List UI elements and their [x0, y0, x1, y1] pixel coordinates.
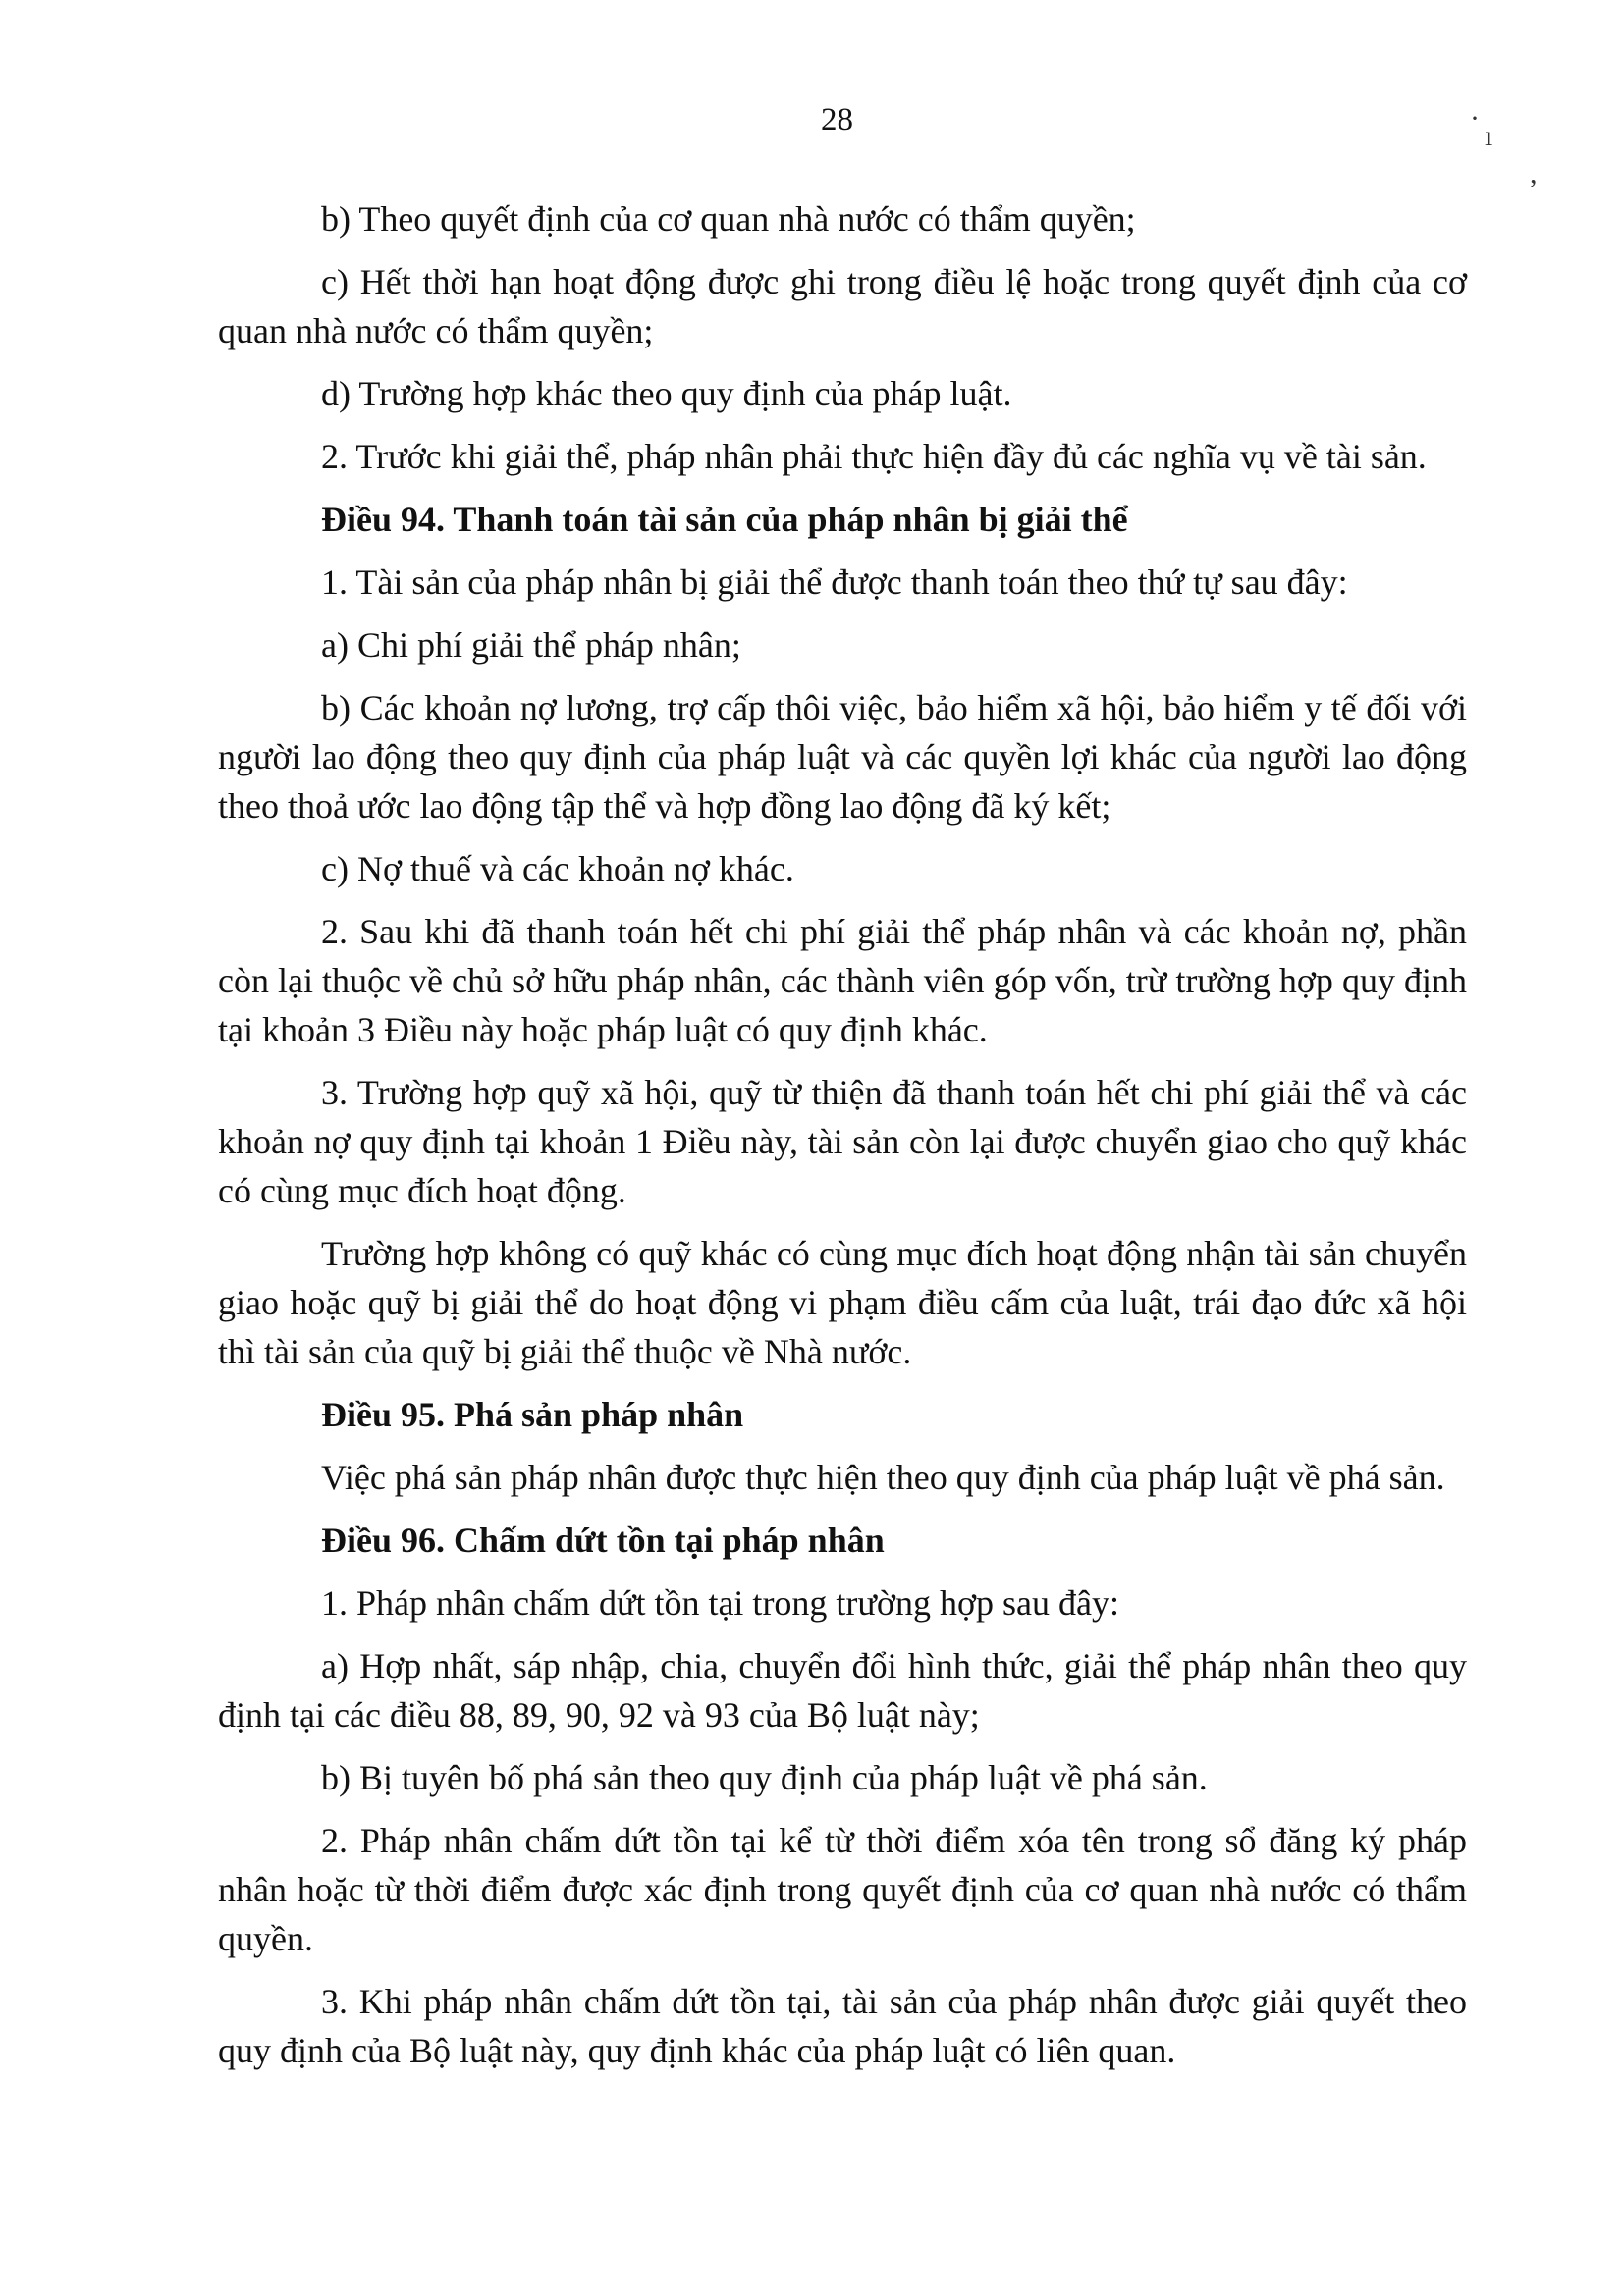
paragraph: 3. Trường hợp quỹ xã hội, quỹ từ thiện đã thanh toán hết chi phí giải thể và các khoản nợ quy định tại khoản 1 Điều này, tài sản còn lại được chuyển giao cho quỹ khác có cùng mục đích hoạt động.: [218, 1073, 1467, 1210]
article-heading: Điều 96. Chấm dứt tồn tại pháp nhân: [321, 1521, 885, 1560]
paragraph: c) Hết thời hạn hoạt động được ghi trong điều lệ hoặc trong quyết định của cơ quan nhà nước có thẩm quyền;: [218, 262, 1467, 350]
article-heading: Điều 95. Phá sản pháp nhân: [321, 1395, 744, 1434]
paragraph: c) Nợ thuế và các khoản nợ khác.: [321, 849, 794, 888]
article-heading: Điều 94. Thanh toán tài sản của pháp nhân bị giải thể: [321, 500, 1128, 539]
document-body: [218, 194, 1467, 2089]
paragraph: Trường hợp không có quỹ khác có cùng mục đích hoạt động nhận tài sản chuyển giao hoặc quỹ bị giải thể do hoạt động vi phạm điều cấm của luật, trái đạo đức xã hội thì tài sản của quỹ bị giải thể thuộc về Nhà nước.: [218, 1234, 1467, 1371]
paragraph: 2. Trước khi giải thể, pháp nhân phải thực hiện đầy đủ các nghĩa vụ về tài sản.: [321, 437, 1427, 476]
scan-mark: ·: [1470, 102, 1480, 134]
paragraph: 3. Khi pháp nhân chấm dứt tồn tại, tài sản của pháp nhân được giải quyết theo quy định của Bộ luật này, quy định khác của pháp luật có liên quan.: [218, 1982, 1467, 2070]
paragraph: b) Các khoản nợ lương, trợ cấp thôi việc, bảo hiểm xã hội, bảo hiểm y tế đối với người lao động theo quy định của pháp luật và các quyền lợi khác của người lao động theo thoả ước lao động tập thể và hợp đồng lao động đã ký kết;: [218, 688, 1467, 826]
paragraph: Việc phá sản pháp nhân được thực hiện theo quy định của pháp luật về phá sản.: [321, 1458, 1445, 1497]
paragraph: b) Theo quyết định của cơ quan nhà nước có thẩm quyền;: [321, 199, 1136, 239]
paragraph: 2. Pháp nhân chấm dứt tồn tại kể từ thời điểm xóa tên trong sổ đăng ký pháp nhân hoặc từ thời điểm được xác định trong quyết định của cơ quan nhà nước có thẩm quyền.: [218, 1821, 1467, 1958]
paragraph: a) Hợp nhất, sáp nhập, chia, chuyển đổi hình thức, giải thể pháp nhân theo quy định tại các điều 88, 89, 90, 92 và 93 của Bộ luật này;: [218, 1646, 1467, 1735]
paragraph: b) Bị tuyên bố phá sản theo quy định của pháp luật về phá sản.: [321, 1758, 1208, 1797]
scan-mark: ı: [1485, 120, 1493, 152]
paragraph: d) Trường hợp khác theo quy định của pháp luật.: [321, 374, 1012, 413]
paragraph: 2. Sau khi đã thanh toán hết chi phí giải thể pháp nhân và các khoản nợ, phần còn lại thuộc về chủ sở hữu pháp nhân, các thành viên góp vốn, trừ trường hợp quy định tại khoản 3 Điều này hoặc pháp luật có quy định khác.: [218, 912, 1467, 1049]
paragraph: 1. Pháp nhân chấm dứt tồn tại trong trường hợp sau đây:: [321, 1583, 1119, 1623]
paragraph: a) Chi phí giải thể pháp nhân;: [321, 625, 741, 665]
scan-mark: ,: [1530, 157, 1538, 189]
paragraph: 1. Tài sản của pháp nhân bị giải thể được thanh toán theo thứ tự sau đây:: [321, 562, 1348, 602]
page-number: 28: [821, 102, 853, 137]
